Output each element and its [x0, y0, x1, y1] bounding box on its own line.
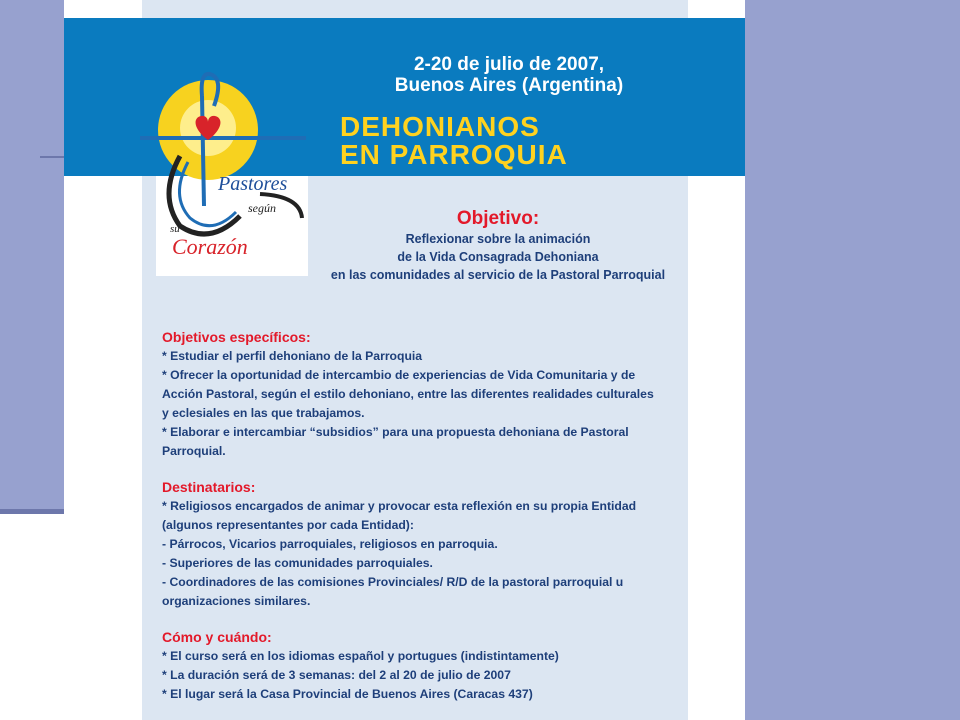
section-line: * Ofrecer la oportunidad de intercambio de experiencias de Vida Comunitaria y de — [162, 368, 636, 382]
pastores-logo — [140, 66, 310, 266]
objetivo-line: en las comunidades al servicio de la Pastoral Parroquial — [330, 268, 666, 282]
section-heading: Cómo y cuándo: — [162, 629, 272, 645]
slide-accent-line — [40, 156, 64, 158]
objetivos-especificos-section — [162, 327, 702, 461]
event-date-line: 2-20 de julio de 2007, — [413, 54, 605, 75]
section-line: * Religiosos encargados de animar y provocar esta reflexión en su propia Entidad — [162, 499, 637, 513]
cross-vertical — [202, 96, 204, 206]
section-line: - Superiores de las comunidades parroquiales. — [162, 556, 433, 570]
destinatarios-section — [162, 477, 702, 611]
poster-document — [64, 0, 745, 720]
objetivo-line: Reflexionar sobre la animación — [405, 232, 591, 246]
objetivo-heading: Objetivo: — [456, 208, 540, 229]
section-line: - Párrocos, Vicarios parroquiales, religiosos en parroquia. — [162, 537, 498, 551]
section-line: - Coordinadores de las comisiones Provinciales/ R/D de la pastoral parroquial u — [162, 575, 624, 589]
section-line: * Estudiar el perfil dehoniano de la Parroquia — [162, 349, 423, 363]
event-title-line-2: EN PARROQUIA — [340, 139, 568, 170]
event-title-line-1: DEHONIANOS — [340, 111, 540, 142]
section-line: (algunos representantes por cada Entidad): — [162, 518, 414, 532]
como-y-cuando-section — [162, 627, 702, 704]
section-line: Acción Pastoral, según el estilo dehoniano, entre las diferentes realidades culturales — [162, 387, 654, 401]
objetivo-line: de la Vida Consagrada Dehoniana — [397, 250, 599, 264]
section-line: * El curso será en los idiomas español y portugues (indistintamente) — [162, 649, 559, 663]
slide-divider-bar — [0, 509, 64, 514]
section-line: Parroquial. — [162, 444, 226, 458]
logo-text-su: su — [170, 223, 180, 235]
slide-background-right — [745, 0, 960, 720]
objetivo-block — [306, 208, 690, 284]
section-line: * La duración será de 3 semanas: del 2 al 20 de julio de 2007 — [162, 668, 511, 682]
event-dates — [364, 54, 654, 96]
section-line: * Elaborar e intercambiar “subsidios” para una propuesta dehoniana de Pastoral — [162, 425, 629, 439]
cross-horizontal — [140, 136, 306, 140]
logo-text-pastores: Pastores — [218, 173, 288, 195]
logo-text-segun: según — [248, 201, 276, 215]
event-location-line: Buenos Aires (Argentina) — [394, 75, 624, 96]
section-heading: Objetivos específicos: — [162, 329, 311, 345]
logo-text-corazon: Corazón — [172, 234, 248, 259]
section-line: y eclesiales en las que trabajamos. — [162, 406, 365, 420]
section-line: organizaciones similares. — [162, 594, 311, 608]
section-line: * El lugar será la Casa Provincial de Buenos Aires (Caracas 437) — [162, 687, 533, 701]
slide-background-left — [0, 0, 64, 510]
event-title — [340, 113, 568, 169]
section-heading: Destinatarios: — [162, 479, 256, 495]
